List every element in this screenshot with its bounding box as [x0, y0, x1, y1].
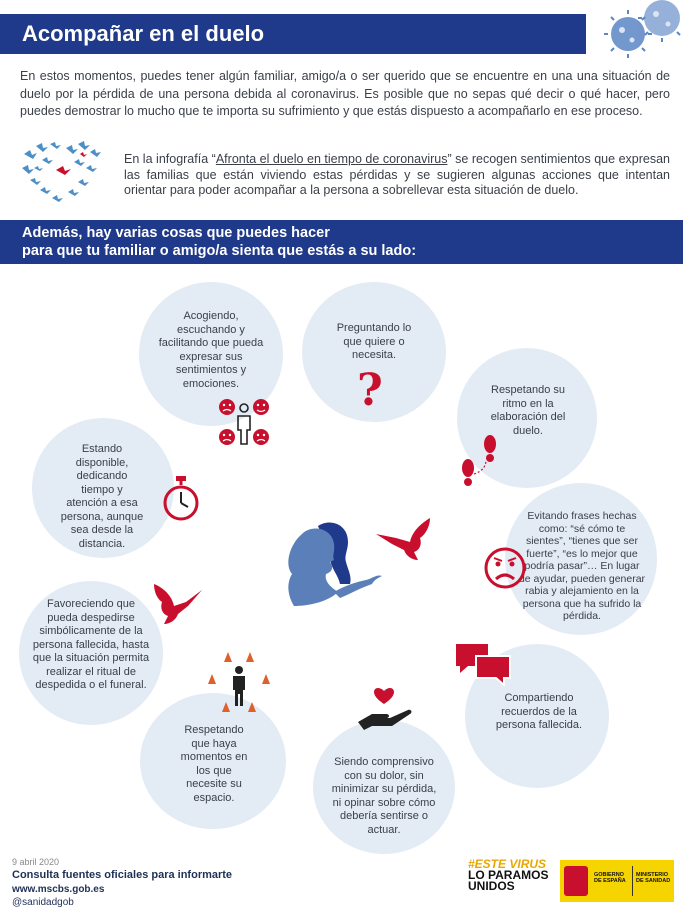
- gov-separator: [632, 866, 633, 896]
- tip-favoreciendo: Favoreciendo que pueda despedirse simbólicamente de la persona fallecida, hasta que la situación permita realizar el ritual de despedida o el funeral.: [32, 598, 150, 691]
- tip-respetando-momentos: Respetando que haya momentos en los que necesite su espacio.: [180, 724, 248, 804]
- hummingbird-icon: [150, 578, 204, 624]
- footer-handle[interactable]: @sanidadgob: [12, 897, 74, 908]
- hand-heart-icon: [356, 682, 412, 730]
- page-title: Acompañar en el duelo: [22, 21, 265, 46]
- angry-face-icon: [483, 546, 527, 590]
- central-figure-illustration: [282, 520, 386, 614]
- tip-compartiendo: Compartiendo recuerdos de la persona fallecida.: [495, 692, 583, 731]
- footer-title: Consulta fuentes oficiales para informarte: [12, 869, 233, 881]
- campaign-line-2: LO PARAMOS UNIDOS: [468, 868, 549, 893]
- virus-illustration: [598, 0, 683, 64]
- infographic-text-after: ” se recogen sentimientos que expresan las familias que están viviendo estas pérdidas y se sugieren algunas acciones que intentan orientar para poder acompañar a la persona a sobrellevar esta situación de duelo.: [124, 152, 671, 197]
- birds-heart-icon: [16, 140, 104, 208]
- campaign-logo: [468, 859, 550, 903]
- campaign-line-1: #ESTE VIRUS: [468, 857, 547, 871]
- intro-paragraph: En estos momentos, puedes tener algún familiar, amigo/a o ser querido que se encuentre en una una situación de duelo por la pérdida de una persona debida al coronavirus. Es posible que no sepas qué decir o qué hacer, pero puedes demostrar lo mucho que te importa su sufrimiento y que estás dispuesto a acompañarlo en ese proceso.: [20, 69, 670, 118]
- tip-acogiendo: Acogiendo, escuchando y facilitando que pueda expresar sus sentimientos y emociones.: [158, 310, 264, 390]
- section-line-2: para que tu familiar o amigo/a sienta que estás a su lado:: [22, 243, 417, 259]
- infographic-paragraph: [124, 152, 670, 199]
- person-cones-icon: [204, 652, 274, 714]
- coat-of-arms-icon: [564, 866, 588, 896]
- footer-date: 9 abril 2020: [12, 857, 60, 867]
- emotions-person-icon: [218, 396, 270, 448]
- ministry-label: MINISTERIO DE SANIDAD: [636, 872, 671, 884]
- infographic-link[interactable]: Afronta el duelo en tiempo de coronavirus: [215, 152, 448, 166]
- footer-website[interactable]: www.mscbs.gob.es: [12, 884, 105, 895]
- stopwatch-icon: [160, 476, 202, 522]
- tip-respetando-ritmo: Respetando su ritmo en la elaboración del duelo.: [490, 384, 566, 437]
- tip-disponible: Estando disponible, dedicando tiempo y atención a esa persona, aunque sea desde la distancia.: [60, 443, 144, 550]
- speech-bubbles-icon: [454, 642, 512, 686]
- infographic-text-before: En la infografía “: [124, 152, 216, 166]
- government-logo: [560, 860, 674, 902]
- section-header: [0, 220, 683, 264]
- tip-comprensivo: Siendo comprensivo con su dolor, sin minimizar su pérdida, ni opinar sobre cómo debería sentirse o actuar.: [331, 756, 437, 836]
- question-mark-icon: ?: [357, 365, 383, 416]
- title-bar: [0, 14, 586, 54]
- tip-evitando: Evitando frases hechas como: “sé cómo te sientes”, “tienes que ser fuerte”, “es lo mejor que podría pasar”… En lugar de ayudar, pueden generar rabia y alejamiento en la persona que ha sufrido la pérdida.: [518, 510, 646, 622]
- section-line-1: Además, hay varias cosas que puedes hacer: [22, 225, 330, 241]
- footprints-icon: [458, 434, 504, 488]
- tip-preguntando: Preguntando lo que quiere o necesita.: [336, 322, 412, 361]
- gov-label: GOBIERNO DE ESPAÑA: [594, 872, 626, 884]
